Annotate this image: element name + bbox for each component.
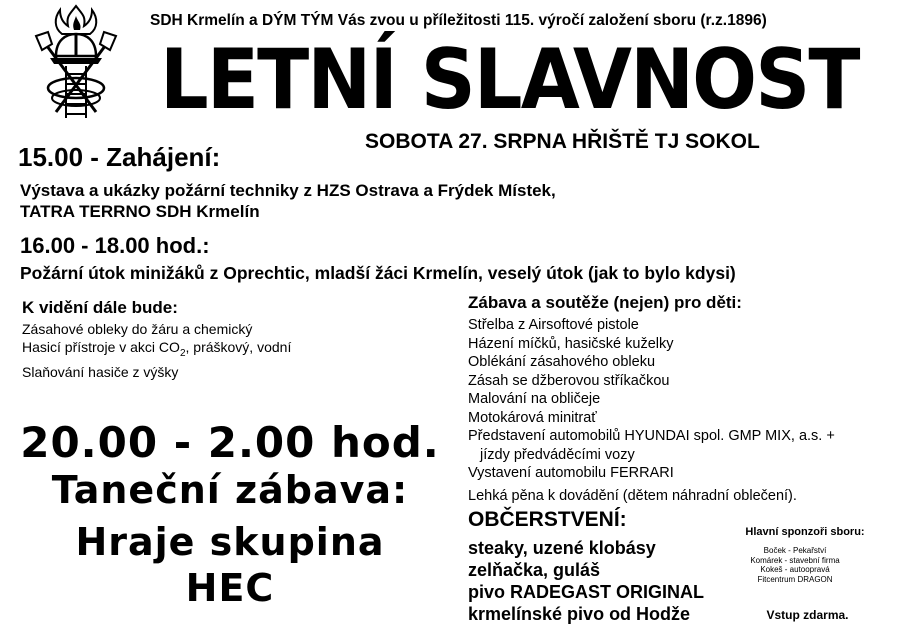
list-item: Oblékání zásahového obleku bbox=[468, 354, 656, 370]
sponsor-item: Kokeš - autoopravá bbox=[760, 565, 830, 574]
dance-heading: Taneční zábava: bbox=[51, 468, 409, 512]
sponsor-item: Komárek - stavební firma bbox=[750, 555, 840, 565]
event-title: LETNÍ SLAVNOST bbox=[160, 31, 859, 128]
list-item: Představení automobilů HYUNDAI spol. GMP MIX, a.s. + bbox=[468, 428, 835, 444]
list-item: Motokárová minitrať bbox=[468, 409, 597, 426]
list-item: Slaňování hasiče z výšky bbox=[22, 363, 179, 380]
kids-list bbox=[468, 316, 835, 505]
list-item: zelňačka, guláš bbox=[468, 560, 601, 580]
list-item: Střelba z Airsoftové pistole bbox=[468, 317, 639, 333]
list-item: jízdy předváděcími vozy bbox=[480, 446, 635, 463]
list-item: Lehká pěna k dovádění (dětem náhradní oblečení). bbox=[468, 487, 797, 504]
list-item: pivo RADEGAST ORIGINAL bbox=[468, 582, 705, 602]
also-see-list bbox=[22, 320, 291, 381]
list-item bbox=[22, 338, 291, 363]
invitation-line: SDH Krmelín a DÝM TÝM Vás zvou u příležitosti 115. výročí založení sboru (r.z.1896) bbox=[150, 12, 767, 29]
subscript: 2 bbox=[179, 347, 186, 359]
sponsors-list bbox=[720, 546, 870, 584]
afternoon-description: Požární útok minižáků z Oprechtic, mladší žáci Krmelín, veselý útok (jak to bylo kdysi) bbox=[20, 263, 736, 283]
firefighter-emblem-icon bbox=[30, 2, 122, 124]
sponsors-heading: Hlavní sponzoři sboru: bbox=[745, 526, 865, 538]
list-item: Vystavení automobilu FERRARI bbox=[468, 465, 674, 481]
entry-note: Vstup zdarma. bbox=[766, 608, 849, 622]
list-item: steaky, uzené klobásy bbox=[468, 538, 656, 558]
refreshments-list bbox=[468, 537, 704, 625]
sponsor-item: Boček - Pekařství bbox=[763, 546, 827, 555]
sponsor-item: Fitcentrum DRAGON bbox=[757, 574, 833, 584]
kids-heading: Zábava a soutěže (nejen) pro děti: bbox=[468, 293, 742, 312]
band-line: Hraje skupina bbox=[75, 520, 385, 564]
list-item: Zásah se džberovou stříkačkou bbox=[468, 372, 670, 389]
list-item: Házení míčků, hasičské kuželky bbox=[468, 335, 674, 352]
band-name: HEC bbox=[185, 566, 275, 610]
list-item: krmelínské pivo od Hodže bbox=[468, 604, 691, 624]
opening-time: 15.00 - Zahájení: bbox=[18, 142, 221, 172]
event-date-place: SOBOTA 27. SRPNA HŘIŠTĚ TJ SOKOL bbox=[365, 130, 760, 153]
evening-time: 20.00 - 2.00 hod. bbox=[20, 418, 440, 467]
list-item-text: Hasicí přístroje v akci CO bbox=[22, 339, 180, 355]
refreshments-heading: OBČERSTVENÍ: bbox=[468, 508, 627, 531]
opening-line: Výstava a ukázky požární techniky z HZS Ostrava a Frýdek Místek, bbox=[20, 181, 556, 200]
list-item: Malování na obličeje bbox=[468, 391, 601, 407]
list-item: Zásahové obleky do žáru a chemický bbox=[22, 321, 253, 337]
opening-description bbox=[20, 180, 556, 222]
opening-line: TATRA TERRNO SDH Krmelín bbox=[20, 202, 260, 221]
afternoon-time: 16.00 - 18.00 hod.: bbox=[20, 233, 210, 258]
also-see-heading: K vidění dále bude: bbox=[22, 298, 178, 317]
list-item-text: , práškový, vodní bbox=[185, 339, 292, 355]
